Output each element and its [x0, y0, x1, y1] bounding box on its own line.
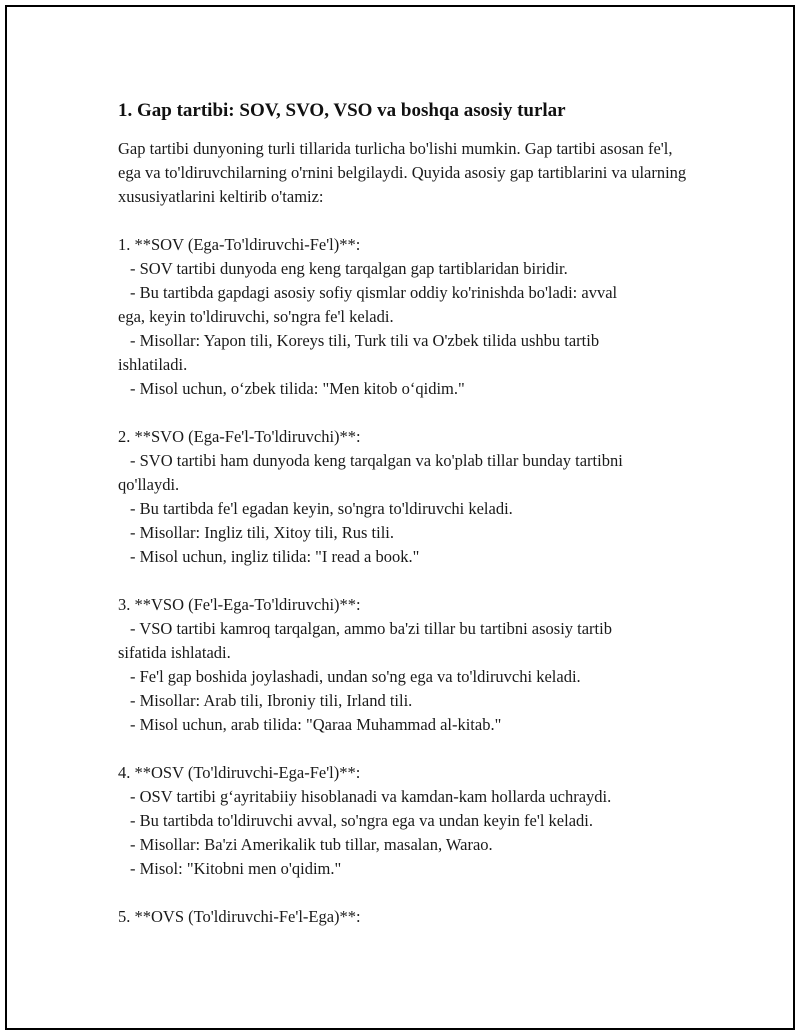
- bullet-line: - Misol uchun, ingliz tilida: "I read a book.": [130, 547, 420, 566]
- section-heading: 4. **OSV (To'ldiruvchi-Ega-Fe'l)**:: [118, 763, 361, 782]
- section-heading: 5. **OVS (To'ldiruvchi-Fe'l-Ega)**:: [118, 907, 361, 926]
- bullet-continuation: ishlatiladi.: [118, 355, 188, 374]
- bullet-line: - Bu tartibda gapdagi asosiy sofiy qismlar oddiy ko'rinishda bo'ladi: avval: [130, 283, 618, 302]
- bullet-line: - SOV tartibi dunyoda eng keng tarqalgan gap tartiblaridan biridir.: [130, 259, 568, 278]
- section-ovs: [118, 905, 688, 929]
- bullet-continuation: qo'llaydi.: [118, 475, 180, 494]
- section-svo: [118, 425, 688, 569]
- bullet-line: - Bu tartibda fe'l egadan keyin, so'ngra to'ldiruvchi keladi.: [130, 499, 513, 518]
- bullet-line: - VSO tartibi kamroq tarqalgan, ammo ba'zi tillar bu tartibni asosiy tartib: [130, 619, 612, 638]
- section-heading: 2. **SVO (Ega-Fe'l-To'ldiruvchi)**:: [118, 427, 361, 446]
- section-vso: [118, 593, 688, 737]
- bullet-line: - Bu tartibda to'ldiruvchi avval, so'ngra ega va undan keyin fe'l keladi.: [130, 811, 593, 830]
- bullet-line: - SVO tartibi ham dunyoda keng tarqalgan va ko'plab tillar bunday tartibni: [130, 451, 623, 470]
- section-osv: [118, 761, 688, 881]
- bullet-line: - OSV tartibi g‘ayritabiiy hisoblanadi va kamdan-kam hollarda uchraydi.: [130, 787, 612, 806]
- bullet-line: - Misol uchun, o‘zbek tilida: "Men kitob o‘qidim.": [130, 379, 465, 398]
- bullet-line: - Misol uchun, arab tilida: "Qaraa Muhammad al-kitab.": [130, 715, 502, 734]
- document-title: 1. Gap tartibi: SOV, SVO, VSO va boshqa asosiy turlar: [118, 100, 566, 121]
- bullet-line: - Misol: "Kitobni men o'qidim.": [130, 859, 342, 878]
- section-sov: [118, 233, 688, 401]
- bullet-continuation: ega, keyin to'ldiruvchi, so'ngra fe'l keladi.: [118, 307, 394, 326]
- intro-paragraph: Gap tartibi dunyoning turli tillarida turlicha bo'lishi mumkin. Gap tartibi asosan fe'l, ega va to'ldiruvchilarning o'rnini belgilaydi. Quyida asosiy gap tartiblarini va ularning xususiyatlarini keltirib o'tamiz:: [118, 139, 687, 206]
- section-heading: 1. **SOV (Ega-To'ldiruvchi-Fe'l)**:: [118, 235, 361, 254]
- bullet-line: - Misollar: Arab tili, Ibroniy tili, Irland tili.: [130, 691, 413, 710]
- section-heading: 3. **VSO (Fe'l-Ega-To'ldiruvchi)**:: [118, 595, 361, 614]
- bullet-line: - Misollar: Ba'zi Amerikalik tub tillar, masalan, Warao.: [130, 835, 493, 854]
- bullet-line: - Fe'l gap boshida joylashadi, undan so'ng ega va to'ldiruvchi keladi.: [130, 667, 581, 686]
- page-frame: [5, 5, 795, 1030]
- bullet-line: - Misollar: Yapon tili, Koreys tili, Turk tili va O'zbek tilida ushbu tartib: [130, 331, 600, 350]
- document-body: [118, 99, 688, 953]
- bullet-continuation: sifatida ishlatadi.: [118, 643, 231, 662]
- bullet-line: - Misollar: Ingliz tili, Xitoy tili, Rus tili.: [130, 523, 394, 542]
